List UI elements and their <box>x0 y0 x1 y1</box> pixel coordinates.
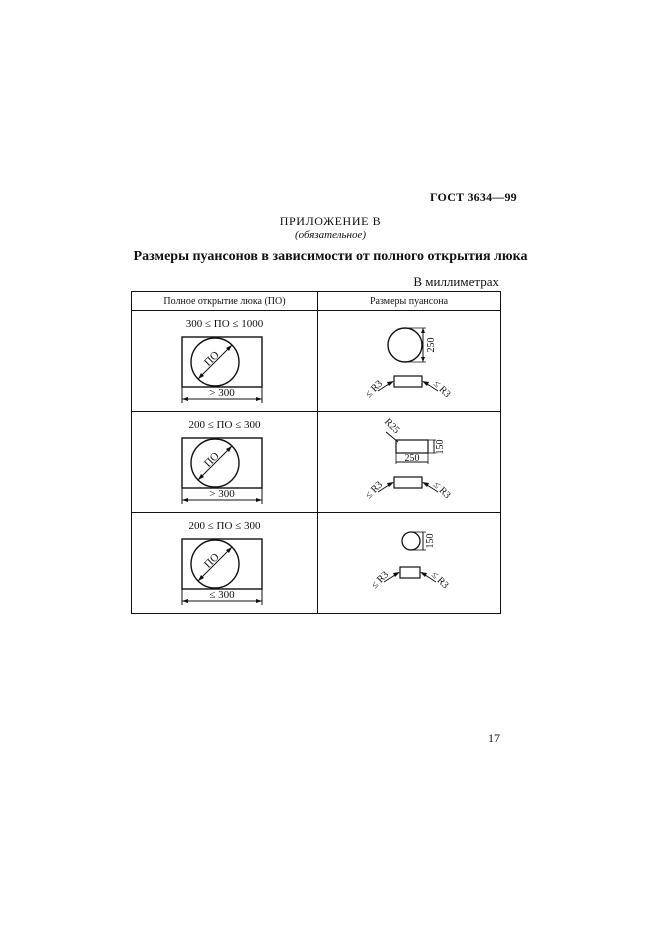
radius-left-label: ≤ R3 <box>363 378 386 401</box>
punch-height: 150 <box>435 439 446 455</box>
opening-range: 200 ≤ ПО ≤ 300 <box>188 419 261 431</box>
units-note: В миллиметрах <box>413 274 499 289</box>
hatch-drawing <box>132 532 317 610</box>
column-header-hatch-opening: Полное открытие люка (ПО) <box>132 292 318 311</box>
punch-radius-label: R25 <box>381 416 402 437</box>
column-header-punch-size: Размеры пуансона <box>318 292 501 311</box>
document-code: ГОСТ 3634—99 <box>430 190 517 204</box>
table-row <box>132 311 501 412</box>
page-number: 17 <box>488 731 500 745</box>
hatch-drawing <box>132 330 317 408</box>
appendix-label: ПРИЛОЖЕНИЕ В <box>279 214 382 228</box>
radius-right-label: ≤ R3 <box>428 569 451 592</box>
punch-drawing <box>318 513 503 613</box>
diameter-label: ПО <box>202 349 222 369</box>
punch-width: 250 <box>404 453 420 464</box>
punch-diameter: 250 <box>426 337 437 353</box>
punch-cell <box>318 412 501 513</box>
table-row <box>132 513 501 614</box>
table-row <box>132 412 501 513</box>
punch-drawing <box>318 311 503 411</box>
radius-right-label: ≤ R3 <box>430 378 453 401</box>
table-header-row <box>132 292 501 311</box>
punch-size-table <box>131 291 501 614</box>
width-label: > 300 <box>209 387 235 399</box>
diameter-label: ПО <box>202 551 222 571</box>
width-label: ≤ 300 <box>209 589 235 601</box>
hatch-cell <box>132 513 318 614</box>
hatch-cell <box>132 412 318 513</box>
hatch-drawing <box>132 431 317 509</box>
document-title: Размеры пуансонов в зависимости от полного открытия люка <box>133 249 528 264</box>
width-label: > 300 <box>209 488 235 500</box>
hatch-cell <box>132 311 318 412</box>
appendix-status: (обязательное) <box>294 229 367 241</box>
diameter-label: ПО <box>202 450 222 470</box>
radius-right-label: ≤ R3 <box>430 479 453 502</box>
radius-left-label: ≤ R3 <box>363 479 386 502</box>
punch-cell <box>318 311 501 412</box>
opening-range: 300 ≤ ПО ≤ 1000 <box>185 318 264 330</box>
punch-cell <box>318 513 501 614</box>
punch-diameter: 150 <box>425 533 436 549</box>
punch-drawing <box>318 412 503 512</box>
opening-range: 200 ≤ ПО ≤ 300 <box>188 520 261 532</box>
radius-left-label: ≤ R3 <box>369 569 392 592</box>
